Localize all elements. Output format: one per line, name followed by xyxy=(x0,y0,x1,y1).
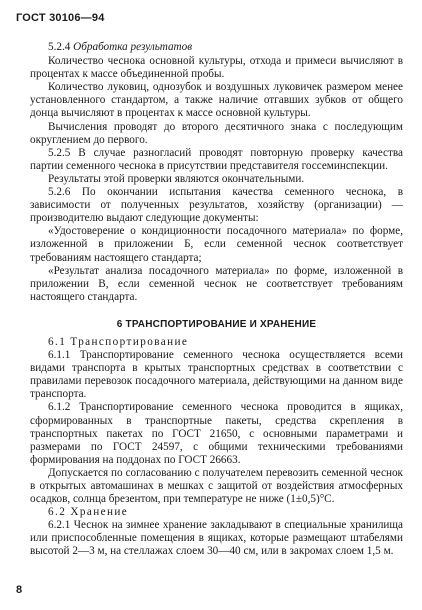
section-number: 5.2.4 xyxy=(48,41,71,53)
paragraph: 6.1.2 Транспортирование семенного чеснока проводится в ящиках, сформированных в транспортные пакеты, средства скрепления в транспортных пакетах по ГОСТ 21650, с основными параметрами и размерами по ГОСТ 24597, с общими техническими требованиями формирования на поддонах по ГОСТ 26663. xyxy=(30,401,403,466)
paragraph: 6.2.1 Чеснок на зимнее хранение закладывают в специальные хранилища или приспособленные помещения в ящиках, которые размещают штабелями высотой 2—3 м, на стеллажах слоем 30—40 см, или в закромах слоем 1,5 м. xyxy=(30,519,403,558)
document-header-code: ГОСТ 30106—94 xyxy=(16,12,105,24)
paragraph: «Результат анализа посадочного материала» по форме, изложенной в приложении В, если семенной чеснок не соответствует требованиям настоящего стандарта. xyxy=(30,264,403,303)
paragraph: Количество чеснока основной культуры, отхода и примеси вычисляют в процентах к массе объединенной пробы. xyxy=(30,55,403,81)
subsection-6-2-title: 6.2 Хранение xyxy=(48,506,129,519)
document-body xyxy=(30,41,403,559)
paragraph: Вычисления проводят до второго десятичного знака с последующим округлением до первого. xyxy=(30,120,403,146)
section-5-2-4-title xyxy=(30,41,403,54)
paragraph: Количество луковиц, однозубок и воздушных луковичек размером менее установленного стандартом, а также наличие отгавших зубков от общего донца вычисляют в процентах к массе основной культуры. xyxy=(30,81,403,120)
paragraph: 6.1.1 Транспортирование семенного чеснока осуществляется всеми видами транспорта в крытых транспортных средствах в соответствии с правилами перевозок посадочного материала, действующими на данном виде транспорта. xyxy=(30,349,403,401)
page-number: 8 xyxy=(16,584,23,596)
section-6-heading: 6 ТРАНСПОРТИРОВАНИЕ И ХРАНЕНИЕ xyxy=(116,318,317,330)
section-title: Обработка результатов xyxy=(73,41,193,53)
paragraph: Результаты этой проверки являются окончательными. xyxy=(48,172,305,185)
paragraph: Допускается по согласованию с получателем перевозить семенной чеснок в открытых автомашинах в мешках с защитой от воздействия атмосферных осадков, солнца брезентом, при температуре не ниже (1±0,5)°С. xyxy=(30,466,403,506)
paragraph: «Удостоверение о кондиционности посадочного материала» по форме, изложенной в приложении Б, если семенной чеснок соответствует требованиям настоящего стандарта; xyxy=(30,225,403,264)
paragraph: 5.2.5 В случае разногласий проводят повторную проверку качества партии семенного чеснока в присутствии представителя госсеминспекции. xyxy=(30,146,403,172)
paragraph: 5.2.6 По окончании испытания качества семенного чеснока, в зависимости от полученных результатов, хозяйству (организации) — производителю выдают следующие документы: xyxy=(30,186,403,225)
subsection-6-1-title: 6.1 Транспортирование xyxy=(48,335,189,348)
